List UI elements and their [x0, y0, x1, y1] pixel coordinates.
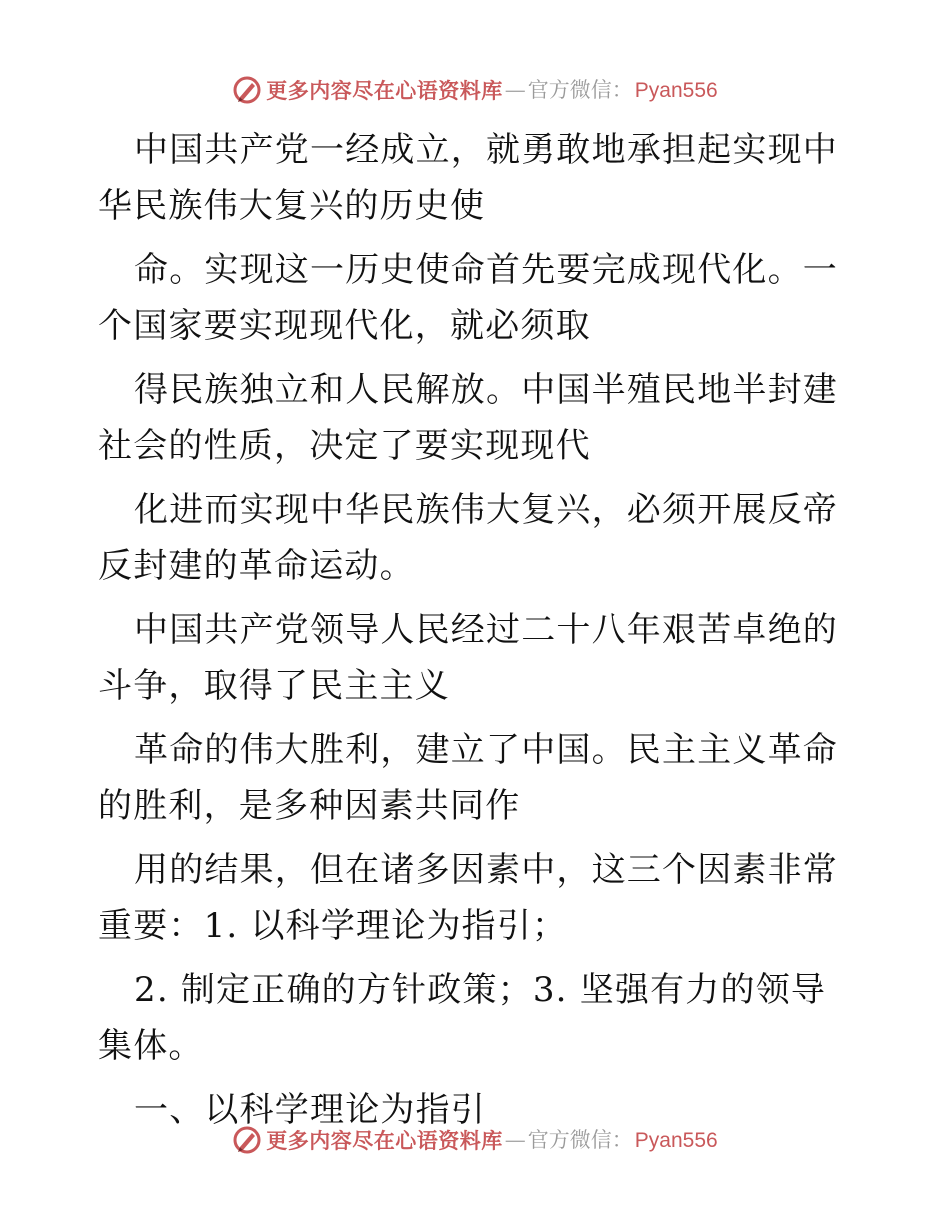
footer-dash: — — [504, 1127, 526, 1152]
pen-logo-icon — [232, 1125, 262, 1155]
footer-site-name: 更多内容尽在心语资料库 — [266, 1127, 503, 1153]
header-dash: — — [504, 77, 526, 102]
paragraph: 2. 制定正确的方针政策；3. 坚强有力的领导集体。 — [98, 970, 827, 1066]
paragraph: 中国共产党领导人民经过二十八年艰苦卓绝的斗争，取得了民主主义 — [98, 610, 838, 706]
paragraph: 革命的伟大胜利，建立了中国。民主主义革命的胜利，是多种因素共同作 — [98, 730, 838, 826]
header-site-name: 更多内容尽在心语资料库 — [266, 77, 503, 103]
page-header-banner — [0, 70, 950, 110]
paragraph: 用的结果，但在诸多因素中，这三个因素非常重要：1. 以科学理论为指引； — [98, 850, 838, 946]
paragraph: 中国共产党一经成立，就勇敢地承担起实现中华民族伟大复兴的历史使 — [98, 130, 838, 226]
header-wechat-id: Pyan556 — [634, 78, 718, 102]
header-wechat-label: 官方微信： — [527, 77, 633, 102]
paragraph: 得民族独立和人民解放。中国半殖民地半封建社会的性质，决定了要实现现代 — [98, 370, 838, 466]
paragraph: 化进而实现中华民族伟大复兴，必须开展反帝反封建的革命运动。 — [98, 490, 838, 586]
section-heading: 一、以科学理论为指引 — [134, 1090, 486, 1130]
pen-logo-icon — [232, 75, 262, 105]
document-body — [98, 122, 858, 1146]
footer-wechat-id: Pyan556 — [634, 1128, 718, 1152]
footer-wechat-label: 官方微信： — [527, 1127, 633, 1152]
paragraph: 命。实现这一历史使命首先要完成现代化。一个国家要实现现代化，就必须取 — [98, 250, 838, 346]
page-footer-banner — [0, 1120, 950, 1160]
